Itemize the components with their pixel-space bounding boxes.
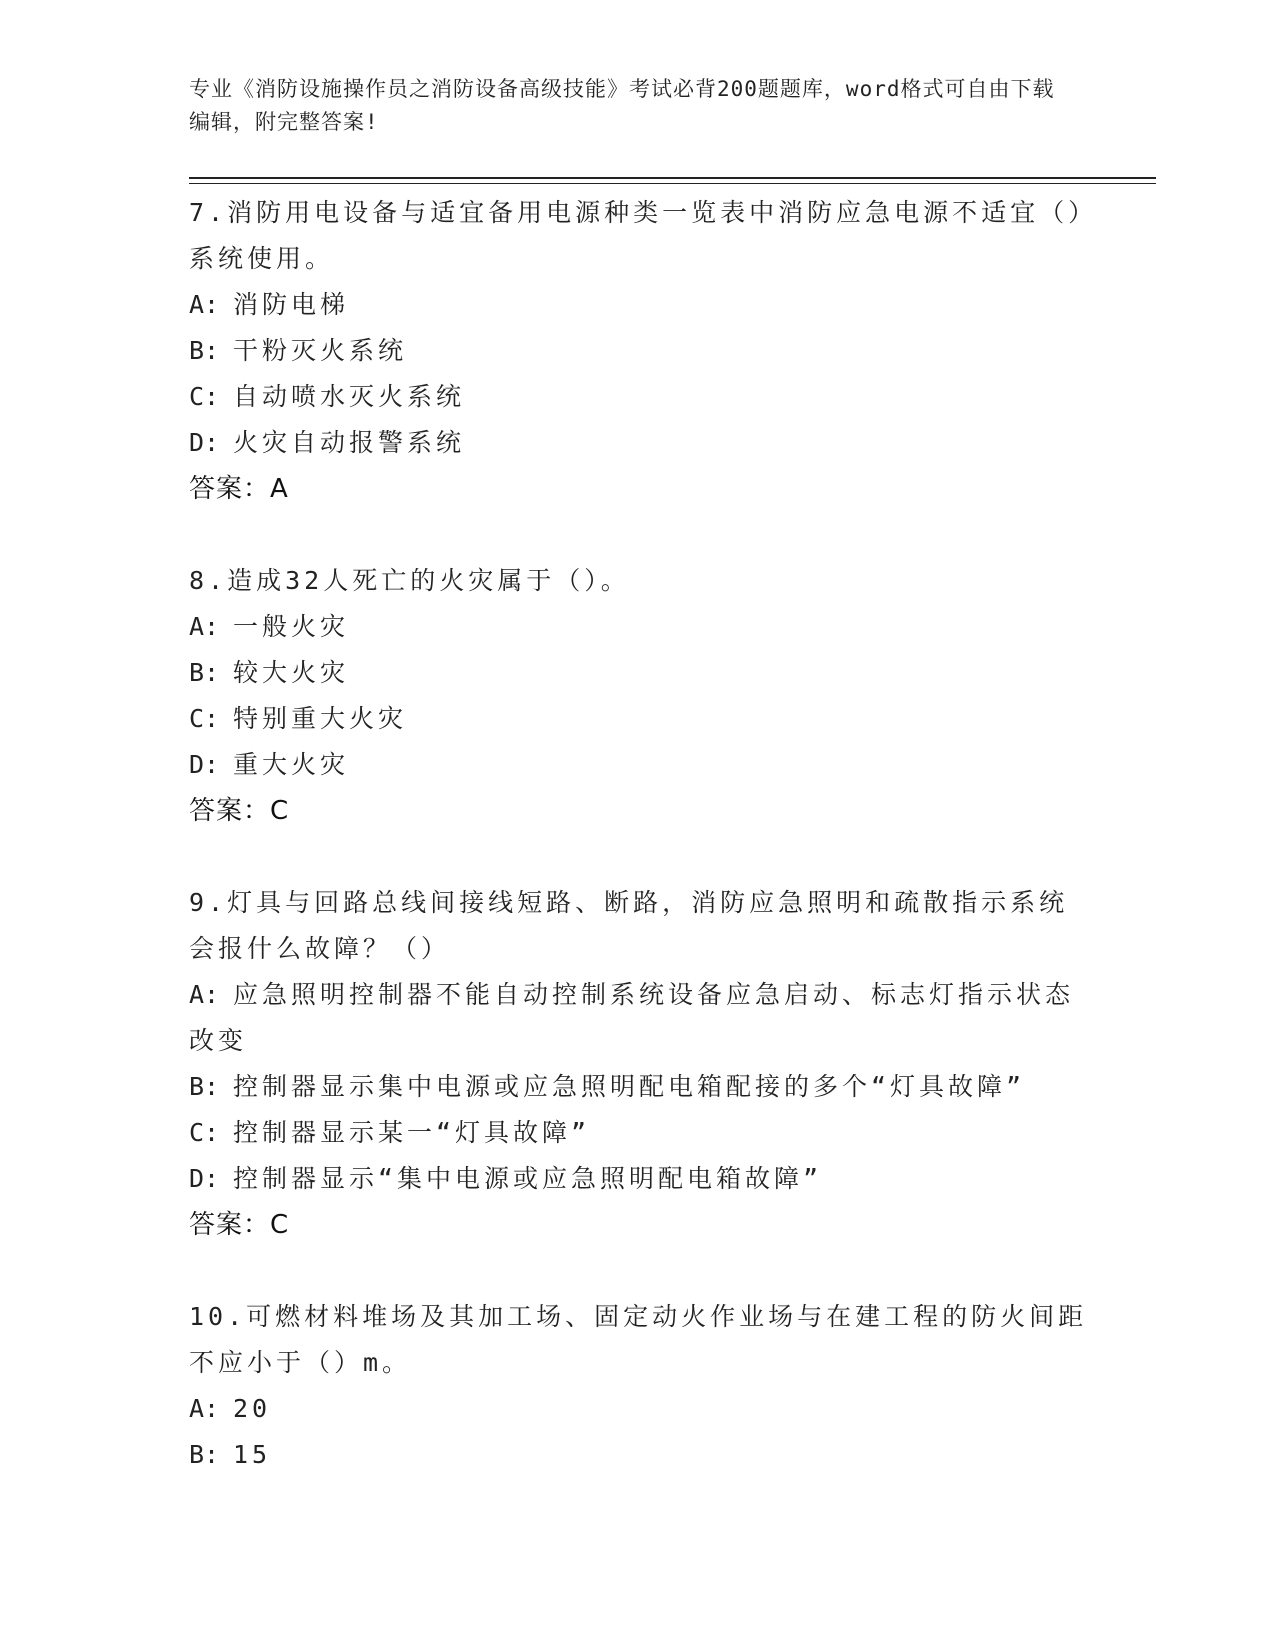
question-list bbox=[189, 190, 1089, 1524]
option-text: 控制器显示“集中电源或应急照明配电箱故障” bbox=[233, 1164, 823, 1193]
option-letter: C: bbox=[189, 704, 220, 733]
question-9 bbox=[189, 880, 1089, 1248]
option-a bbox=[189, 282, 1089, 328]
option-b bbox=[189, 650, 1089, 696]
option-a bbox=[189, 972, 1089, 1064]
option-text: 较大火灾 bbox=[233, 658, 350, 687]
option-b bbox=[189, 328, 1089, 374]
question-stem: 9.灯具与回路总线间接线短路、断路，消防应急照明和疏散指示系统会报什么故障？（） bbox=[189, 888, 1069, 963]
option-text: 特别重大火灾 bbox=[233, 704, 408, 733]
option-a bbox=[189, 1386, 1089, 1432]
option-d bbox=[189, 742, 1089, 788]
option-letter: B: bbox=[189, 658, 220, 687]
option-letter: B: bbox=[189, 1072, 220, 1101]
option-c bbox=[189, 696, 1089, 742]
option-letter: D: bbox=[189, 1164, 220, 1193]
option-text: 自动喷水灭火系统 bbox=[233, 382, 466, 411]
document-intro: 专业《消防设施操作员之消防设备高级技能》考试必背200题题库，word格式可自由下载编辑，附完整答案! bbox=[189, 77, 1055, 134]
answer-line: 答案：C bbox=[189, 1210, 290, 1240]
option-letter: D: bbox=[189, 428, 220, 457]
option-text: 重大火灾 bbox=[233, 750, 350, 779]
option-c bbox=[189, 1110, 1089, 1156]
option-b bbox=[189, 1064, 1089, 1110]
option-letter: B: bbox=[189, 336, 220, 365]
option-letter: A: bbox=[189, 1394, 220, 1423]
option-a bbox=[189, 604, 1089, 650]
option-letter: D: bbox=[189, 750, 220, 779]
header-divider-thick bbox=[189, 177, 1156, 179]
question-stem: 7.消防用电设备与适宜备用电源种类一览表中消防应急电源不适宜（）系统使用。 bbox=[189, 198, 1085, 273]
option-text: 火灾自动报警系统 bbox=[233, 428, 466, 457]
option-text: 控制器显示某一“灯具故障” bbox=[233, 1118, 591, 1147]
option-letter: B: bbox=[189, 1440, 220, 1469]
option-text: 控制器显示集中电源或应急照明配电箱配接的多个“灯具故障” bbox=[233, 1072, 1026, 1101]
option-c bbox=[189, 374, 1089, 420]
option-letter: C: bbox=[189, 1118, 220, 1147]
answer-line: 答案：A bbox=[189, 474, 289, 504]
option-text: 20 bbox=[233, 1394, 272, 1423]
question-10 bbox=[189, 1294, 1089, 1478]
option-text: 干粉灭火系统 bbox=[233, 336, 408, 365]
option-text: 应急照明控制器不能自动控制系统设备应急启动、标志灯指示状态改变 bbox=[189, 980, 1075, 1055]
answer-line: 答案：C bbox=[189, 796, 290, 826]
option-b bbox=[189, 1432, 1089, 1478]
question-stem: 10.可燃材料堆场及其加工场、固定动火作业场与在建工程的防火间距不应小于（）m。 bbox=[189, 1302, 1088, 1377]
option-text: 消防电梯 bbox=[233, 290, 350, 319]
option-letter: A: bbox=[189, 612, 220, 641]
option-d bbox=[189, 1156, 1089, 1202]
header-divider-thin bbox=[189, 183, 1156, 184]
option-letter: A: bbox=[189, 290, 220, 319]
question-stem: 8.造成32人死亡的火灾属于（）。 bbox=[189, 566, 630, 595]
question-8 bbox=[189, 558, 1089, 834]
option-text: 一般火灾 bbox=[233, 612, 350, 641]
option-text: 15 bbox=[233, 1440, 272, 1469]
option-letter: A: bbox=[189, 980, 220, 1009]
option-d bbox=[189, 420, 1089, 466]
option-letter: C: bbox=[189, 382, 220, 411]
question-7 bbox=[189, 190, 1089, 512]
